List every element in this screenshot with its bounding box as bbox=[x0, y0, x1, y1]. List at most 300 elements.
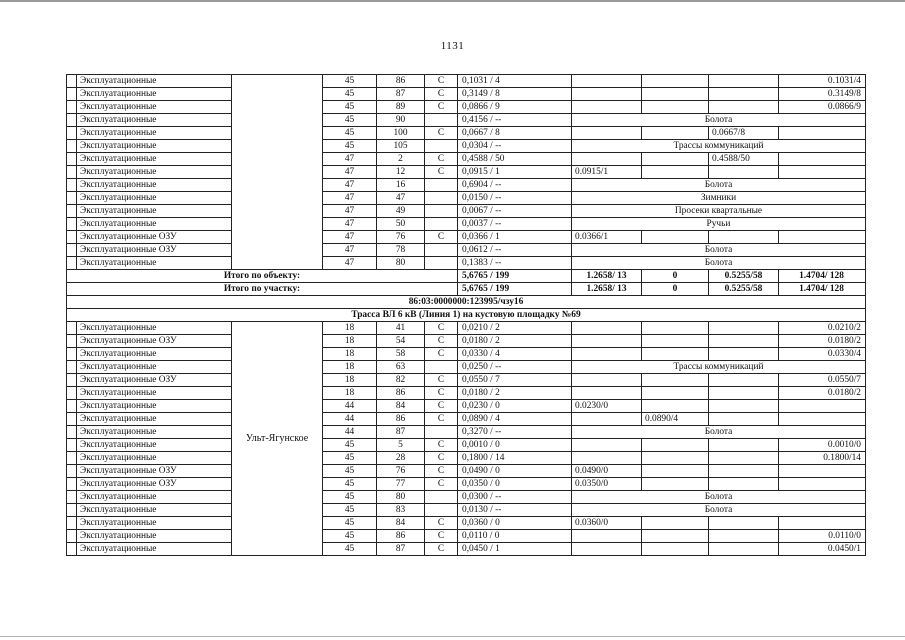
value-col-3-cell: 0.4588/50 bbox=[709, 153, 779, 166]
quarter-cell: 47 bbox=[323, 231, 377, 244]
area-count-cell: 0,1383 / -- bbox=[458, 257, 572, 270]
row-margin-cell bbox=[67, 179, 77, 192]
cut-type-cell: С bbox=[425, 465, 458, 478]
plot-cell: 76 bbox=[377, 231, 425, 244]
land-category-cell: Эксплуатационные bbox=[77, 205, 232, 218]
value-col-1-cell: 0.0915/1 bbox=[572, 166, 642, 179]
row-margin-cell bbox=[67, 127, 77, 140]
value-col-2-cell bbox=[642, 439, 709, 452]
cut-type-cell: С bbox=[425, 88, 458, 101]
row-margin-cell bbox=[67, 322, 77, 335]
cut-type-cell: С bbox=[425, 543, 458, 556]
row-margin-cell bbox=[67, 231, 77, 244]
quarter-cell: 45 bbox=[323, 88, 377, 101]
quarter-cell: 44 bbox=[323, 400, 377, 413]
table-row bbox=[67, 335, 866, 348]
table-row bbox=[67, 491, 866, 504]
value-col-3-cell bbox=[709, 374, 779, 387]
value-col-4-cell bbox=[779, 231, 866, 244]
value-col-3-cell bbox=[709, 231, 779, 244]
row-margin-cell bbox=[67, 335, 77, 348]
plot-cell: 77 bbox=[377, 478, 425, 491]
land-category-cell: Эксплуатационные bbox=[77, 218, 232, 231]
value-col-1-cell bbox=[572, 413, 642, 426]
value-col-3-cell: 0.0667/8 bbox=[709, 127, 779, 140]
cut-type-cell: С bbox=[425, 348, 458, 361]
value-col-4-cell: 0.0010/0 bbox=[779, 439, 866, 452]
area-count-cell: 0,0110 / 0 bbox=[458, 530, 572, 543]
value-col-4-cell: 0.0110/0 bbox=[779, 530, 866, 543]
value-col-1-cell bbox=[572, 127, 642, 140]
plot-cell: 58 bbox=[377, 348, 425, 361]
plot-cell: 86 bbox=[377, 75, 425, 88]
area-count-cell: 0,0866 / 9 bbox=[458, 101, 572, 114]
table-row bbox=[67, 218, 866, 231]
value-col-4-cell bbox=[779, 413, 866, 426]
row-margin-cell bbox=[67, 114, 77, 127]
quarter-cell: 45 bbox=[323, 478, 377, 491]
total-value-2: 0 bbox=[642, 283, 709, 296]
quarter-cell: 47 bbox=[323, 218, 377, 231]
area-count-cell: 0,0067 / -- bbox=[458, 205, 572, 218]
plot-cell: 84 bbox=[377, 517, 425, 530]
value-col-1-cell bbox=[572, 452, 642, 465]
table-row bbox=[67, 322, 866, 335]
land-category-cell: Эксплуатационные ОЗУ bbox=[77, 335, 232, 348]
plot-cell: 86 bbox=[377, 530, 425, 543]
table-row bbox=[67, 348, 866, 361]
land-note-cell: Ручьи bbox=[572, 218, 866, 231]
value-col-4-cell: 0.0180/2 bbox=[779, 335, 866, 348]
quarter-cell: 45 bbox=[323, 452, 377, 465]
plot-cell: 49 bbox=[377, 205, 425, 218]
value-col-4-cell: 0.0450/1 bbox=[779, 543, 866, 556]
value-col-3-cell bbox=[709, 322, 779, 335]
quarter-cell: 47 bbox=[323, 179, 377, 192]
area-count-cell: 0,0230 / 0 bbox=[458, 400, 572, 413]
value-col-3-cell bbox=[709, 335, 779, 348]
scan-edge-top bbox=[0, 0, 905, 2]
value-col-1-cell bbox=[572, 75, 642, 88]
land-category-cell: Эксплуатационные bbox=[77, 75, 232, 88]
table-row bbox=[67, 127, 866, 140]
cut-type-cell bbox=[425, 257, 458, 270]
area-count-cell: 0,0010 / 0 bbox=[458, 439, 572, 452]
row-margin-cell bbox=[67, 504, 77, 517]
area-count-cell: 0,0360 / 0 bbox=[458, 517, 572, 530]
land-plots-table bbox=[66, 74, 866, 556]
value-col-2-cell bbox=[642, 478, 709, 491]
plot-cell: 87 bbox=[377, 426, 425, 439]
land-category-cell: Эксплуатационные bbox=[77, 348, 232, 361]
land-category-cell: Эксплуатационные ОЗУ bbox=[77, 231, 232, 244]
row-margin-cell bbox=[67, 439, 77, 452]
value-col-2-cell bbox=[642, 387, 709, 400]
table-row bbox=[67, 192, 866, 205]
cut-type-cell bbox=[425, 114, 458, 127]
area-count-cell: 0,0150 / -- bbox=[458, 192, 572, 205]
area-count-cell: 0,0037 / -- bbox=[458, 218, 572, 231]
value-col-1-cell bbox=[572, 530, 642, 543]
land-category-cell: Эксплуатационные bbox=[77, 114, 232, 127]
plot-cell: 80 bbox=[377, 491, 425, 504]
cut-type-cell bbox=[425, 179, 458, 192]
quarter-cell: 47 bbox=[323, 205, 377, 218]
land-category-cell: Эксплуатационные bbox=[77, 127, 232, 140]
value-col-4-cell bbox=[779, 127, 866, 140]
total-value-3: 0.5255/58 bbox=[709, 283, 779, 296]
value-col-4-cell bbox=[779, 478, 866, 491]
area-count-cell: 0,0890 / 4 bbox=[458, 413, 572, 426]
cadastral-number-row bbox=[67, 296, 866, 309]
plot-cell: 86 bbox=[377, 387, 425, 400]
value-col-3-cell bbox=[709, 166, 779, 179]
plot-cell: 76 bbox=[377, 465, 425, 478]
area-count-cell: 0,3270 / -- bbox=[458, 426, 572, 439]
land-category-cell: Эксплуатационные bbox=[77, 413, 232, 426]
plot-cell: 28 bbox=[377, 452, 425, 465]
land-category-cell: Эксплуатационные bbox=[77, 504, 232, 517]
row-margin-cell bbox=[67, 413, 77, 426]
value-col-4-cell: 0.1800/14 bbox=[779, 452, 866, 465]
settlement-cell bbox=[232, 75, 323, 270]
value-col-3-cell bbox=[709, 400, 779, 413]
table-row bbox=[67, 231, 866, 244]
route-title-row bbox=[67, 309, 866, 322]
table-row bbox=[67, 153, 866, 166]
value-col-4-cell bbox=[779, 153, 866, 166]
land-category-cell: Эксплуатационные ОЗУ bbox=[77, 478, 232, 491]
table-row bbox=[67, 478, 866, 491]
value-col-2-cell: 0.0890/4 bbox=[642, 413, 709, 426]
land-category-cell: Эксплуатационные bbox=[77, 439, 232, 452]
value-col-2-cell bbox=[642, 465, 709, 478]
cut-type-cell: С bbox=[425, 374, 458, 387]
value-col-3-cell bbox=[709, 387, 779, 400]
row-margin-cell bbox=[67, 348, 77, 361]
quarter-cell: 44 bbox=[323, 413, 377, 426]
value-col-3-cell bbox=[709, 543, 779, 556]
quarter-cell: 47 bbox=[323, 257, 377, 270]
land-category-cell: Эксплуатационные bbox=[77, 400, 232, 413]
value-col-2-cell bbox=[642, 231, 709, 244]
value-col-1-cell bbox=[572, 335, 642, 348]
land-category-cell: Эксплуатационные bbox=[77, 387, 232, 400]
cut-type-cell: С bbox=[425, 517, 458, 530]
quarter-cell: 18 bbox=[323, 374, 377, 387]
cut-type-cell: С bbox=[425, 231, 458, 244]
value-col-2-cell bbox=[642, 88, 709, 101]
land-category-cell: Эксплуатационные bbox=[77, 192, 232, 205]
row-margin-cell bbox=[67, 530, 77, 543]
quarter-cell: 45 bbox=[323, 517, 377, 530]
page-number: 1131 bbox=[440, 40, 465, 52]
quarter-cell: 45 bbox=[323, 439, 377, 452]
table-row bbox=[67, 205, 866, 218]
value-col-1-cell: 0.0350/0 bbox=[572, 478, 642, 491]
table-row bbox=[67, 400, 866, 413]
table-row bbox=[67, 530, 866, 543]
row-margin-cell bbox=[67, 88, 77, 101]
plot-cell: 84 bbox=[377, 400, 425, 413]
cut-type-cell bbox=[425, 504, 458, 517]
table-row bbox=[67, 257, 866, 270]
table-row bbox=[67, 114, 866, 127]
land-category-cell: Эксплуатационные bbox=[77, 361, 232, 374]
plot-cell: 83 bbox=[377, 504, 425, 517]
value-col-2-cell bbox=[642, 452, 709, 465]
plot-cell: 87 bbox=[377, 543, 425, 556]
scan-edge-bottom bbox=[0, 636, 905, 637]
row-margin-cell bbox=[67, 465, 77, 478]
table-row bbox=[67, 101, 866, 114]
route-title: Трасса ВЛ 6 кВ (Линия 1) на кустовую площадку №69 bbox=[67, 309, 866, 322]
row-margin-cell bbox=[67, 478, 77, 491]
value-col-3-cell bbox=[709, 452, 779, 465]
table-row bbox=[67, 361, 866, 374]
land-note-cell: Болота bbox=[572, 244, 866, 257]
area-count-cell: 0,0210 / 2 bbox=[458, 322, 572, 335]
cadastral-number: 86:03:0000000:123995/чзу16 bbox=[67, 296, 866, 309]
cut-type-cell: С bbox=[425, 166, 458, 179]
land-note-cell: Зимники bbox=[572, 192, 866, 205]
plot-cell: 78 bbox=[377, 244, 425, 257]
cut-type-cell bbox=[425, 140, 458, 153]
area-count-cell: 0,1800 / 14 bbox=[458, 452, 572, 465]
table-body bbox=[67, 75, 866, 556]
row-margin-cell bbox=[67, 517, 77, 530]
plot-cell: 47 bbox=[377, 192, 425, 205]
value-col-3-cell bbox=[709, 439, 779, 452]
total-label: Итого по участку: bbox=[67, 283, 458, 296]
value-col-4-cell bbox=[779, 400, 866, 413]
area-count-cell: 0,0300 / -- bbox=[458, 491, 572, 504]
row-margin-cell bbox=[67, 374, 77, 387]
value-col-4-cell: 0.0550/7 bbox=[779, 374, 866, 387]
row-margin-cell bbox=[67, 218, 77, 231]
row-margin-cell bbox=[67, 257, 77, 270]
cut-type-cell: С bbox=[425, 439, 458, 452]
total-area-count: 5,6765 / 199 bbox=[458, 270, 572, 283]
quarter-cell: 45 bbox=[323, 530, 377, 543]
value-col-1-cell bbox=[572, 374, 642, 387]
plot-cell: 90 bbox=[377, 114, 425, 127]
quarter-cell: 45 bbox=[323, 127, 377, 140]
quarter-cell: 47 bbox=[323, 192, 377, 205]
area-count-cell: 0,0330 / 4 bbox=[458, 348, 572, 361]
plot-cell: 2 bbox=[377, 153, 425, 166]
row-margin-cell bbox=[67, 75, 77, 88]
area-count-cell: 0,6904 / -- bbox=[458, 179, 572, 192]
area-count-cell: 0,4156 / -- bbox=[458, 114, 572, 127]
value-col-3-cell bbox=[709, 478, 779, 491]
value-col-1-cell bbox=[572, 153, 642, 166]
table-row bbox=[67, 179, 866, 192]
value-col-2-cell bbox=[642, 75, 709, 88]
area-count-cell: 0,0450 / 1 bbox=[458, 543, 572, 556]
value-col-4-cell: 0.0866/9 bbox=[779, 101, 866, 114]
value-col-4-cell bbox=[779, 166, 866, 179]
total-value-2: 0 bbox=[642, 270, 709, 283]
row-margin-cell bbox=[67, 400, 77, 413]
table-row bbox=[67, 387, 866, 400]
land-category-cell: Эксплуатационные bbox=[77, 257, 232, 270]
value-col-4-cell: 0.0330/4 bbox=[779, 348, 866, 361]
area-count-cell: 0,0304 / -- bbox=[458, 140, 572, 153]
area-count-cell: 0,0250 / -- bbox=[458, 361, 572, 374]
quarter-cell: 45 bbox=[323, 491, 377, 504]
table-row bbox=[67, 517, 866, 530]
cut-type-cell: С bbox=[425, 478, 458, 491]
area-count-cell: 0,0612 / -- bbox=[458, 244, 572, 257]
table-row bbox=[67, 439, 866, 452]
value-col-1-cell: 0.0490/0 bbox=[572, 465, 642, 478]
quarter-cell: 45 bbox=[323, 140, 377, 153]
area-count-cell: 0,0180 / 2 bbox=[458, 335, 572, 348]
quarter-cell: 47 bbox=[323, 153, 377, 166]
land-category-cell: Эксплуатационные ОЗУ bbox=[77, 465, 232, 478]
table-row bbox=[67, 88, 866, 101]
quarter-cell: 18 bbox=[323, 387, 377, 400]
quarter-cell: 47 bbox=[323, 244, 377, 257]
land-category-cell: Эксплуатационные bbox=[77, 88, 232, 101]
value-col-1-cell bbox=[572, 543, 642, 556]
quarter-cell: 47 bbox=[323, 166, 377, 179]
plot-cell: 54 bbox=[377, 335, 425, 348]
plot-cell: 16 bbox=[377, 179, 425, 192]
cut-type-cell bbox=[425, 244, 458, 257]
table-row bbox=[67, 504, 866, 517]
land-category-cell: Эксплуатационные bbox=[77, 491, 232, 504]
value-col-4-cell bbox=[779, 465, 866, 478]
cut-type-cell bbox=[425, 361, 458, 374]
total-value-4: 1.4704/ 128 bbox=[779, 283, 866, 296]
land-note-cell: Болота bbox=[572, 491, 866, 504]
total-section-row bbox=[67, 283, 866, 296]
cut-type-cell: С bbox=[425, 322, 458, 335]
plot-cell: 100 bbox=[377, 127, 425, 140]
table-row bbox=[67, 465, 866, 478]
land-note-cell: Болота bbox=[572, 114, 866, 127]
value-col-2-cell bbox=[642, 166, 709, 179]
quarter-cell: 45 bbox=[323, 101, 377, 114]
area-count-cell: 0,3149 / 8 bbox=[458, 88, 572, 101]
table-row bbox=[67, 374, 866, 387]
table-row bbox=[67, 244, 866, 257]
quarter-cell: 18 bbox=[323, 348, 377, 361]
land-category-cell: Эксплуатационные bbox=[77, 153, 232, 166]
plot-cell: 86 bbox=[377, 413, 425, 426]
quarter-cell: 45 bbox=[323, 114, 377, 127]
plot-cell: 12 bbox=[377, 166, 425, 179]
plot-cell: 50 bbox=[377, 218, 425, 231]
row-margin-cell bbox=[67, 101, 77, 114]
plot-cell: 105 bbox=[377, 140, 425, 153]
value-col-1-cell bbox=[572, 387, 642, 400]
value-col-2-cell bbox=[642, 400, 709, 413]
table-row bbox=[67, 75, 866, 88]
land-category-cell: Эксплуатационные bbox=[77, 140, 232, 153]
value-col-3-cell bbox=[709, 517, 779, 530]
area-count-cell: 0,0550 / 7 bbox=[458, 374, 572, 387]
row-margin-cell bbox=[67, 452, 77, 465]
cut-type-cell: С bbox=[425, 413, 458, 426]
quarter-cell: 45 bbox=[323, 465, 377, 478]
cut-type-cell: С bbox=[425, 101, 458, 114]
cut-type-cell: С bbox=[425, 153, 458, 166]
plot-cell: 63 bbox=[377, 361, 425, 374]
table-row bbox=[67, 166, 866, 179]
value-col-4-cell bbox=[779, 517, 866, 530]
total-label: Итого по объекту: bbox=[67, 270, 458, 283]
cut-type-cell: С bbox=[425, 387, 458, 400]
cut-type-cell: С bbox=[425, 127, 458, 140]
value-col-1-cell: 0.0366/1 bbox=[572, 231, 642, 244]
value-col-4-cell: 0.3149/8 bbox=[779, 88, 866, 101]
value-col-1-cell bbox=[572, 439, 642, 452]
row-margin-cell bbox=[67, 140, 77, 153]
land-category-cell: Эксплуатационные bbox=[77, 517, 232, 530]
quarter-cell: 18 bbox=[323, 322, 377, 335]
land-category-cell: Эксплуатационные ОЗУ bbox=[77, 374, 232, 387]
value-col-3-cell bbox=[709, 88, 779, 101]
value-col-4-cell: 0.0180/2 bbox=[779, 387, 866, 400]
value-col-3-cell bbox=[709, 348, 779, 361]
total-value-3: 0.5255/58 bbox=[709, 270, 779, 283]
plot-cell: 5 bbox=[377, 439, 425, 452]
value-col-2-cell bbox=[642, 530, 709, 543]
row-margin-cell bbox=[67, 153, 77, 166]
table-row bbox=[67, 426, 866, 439]
value-col-2-cell bbox=[642, 101, 709, 114]
area-count-cell: 0,0490 / 0 bbox=[458, 465, 572, 478]
cut-type-cell bbox=[425, 192, 458, 205]
cut-type-cell: С bbox=[425, 400, 458, 413]
value-col-1-cell bbox=[572, 322, 642, 335]
area-count-cell: 0,0350 / 0 bbox=[458, 478, 572, 491]
settlement-name: Ульт-Ягунское bbox=[232, 322, 323, 556]
value-col-1-cell: 0.0230/0 bbox=[572, 400, 642, 413]
land-note-cell: Трассы коммуникаций bbox=[572, 361, 866, 374]
total-object-row bbox=[67, 270, 866, 283]
table-row bbox=[67, 413, 866, 426]
quarter-cell: 45 bbox=[323, 504, 377, 517]
area-count-cell: 0,0130 / -- bbox=[458, 504, 572, 517]
quarter-cell: 44 bbox=[323, 426, 377, 439]
plot-cell: 80 bbox=[377, 257, 425, 270]
area-count-cell: 0,0180 / 2 bbox=[458, 387, 572, 400]
land-note-cell: Болота bbox=[572, 179, 866, 192]
land-note-cell: Болота bbox=[572, 504, 866, 517]
row-margin-cell bbox=[67, 166, 77, 179]
plot-cell: 89 bbox=[377, 101, 425, 114]
value-col-3-cell bbox=[709, 530, 779, 543]
total-value-4: 1.4704/ 128 bbox=[779, 270, 866, 283]
value-col-2-cell bbox=[642, 517, 709, 530]
plot-cell: 87 bbox=[377, 88, 425, 101]
value-col-2-cell bbox=[642, 322, 709, 335]
land-category-cell: Эксплуатационные bbox=[77, 543, 232, 556]
total-value-1: 1.2658/ 13 bbox=[572, 270, 642, 283]
plot-cell: 82 bbox=[377, 374, 425, 387]
value-col-1-cell: 0.0360/0 bbox=[572, 517, 642, 530]
cut-type-cell: С bbox=[425, 335, 458, 348]
value-col-3-cell bbox=[709, 75, 779, 88]
row-margin-cell bbox=[67, 192, 77, 205]
cut-type-cell bbox=[425, 426, 458, 439]
value-col-1-cell bbox=[572, 101, 642, 114]
cut-type-cell: С bbox=[425, 75, 458, 88]
